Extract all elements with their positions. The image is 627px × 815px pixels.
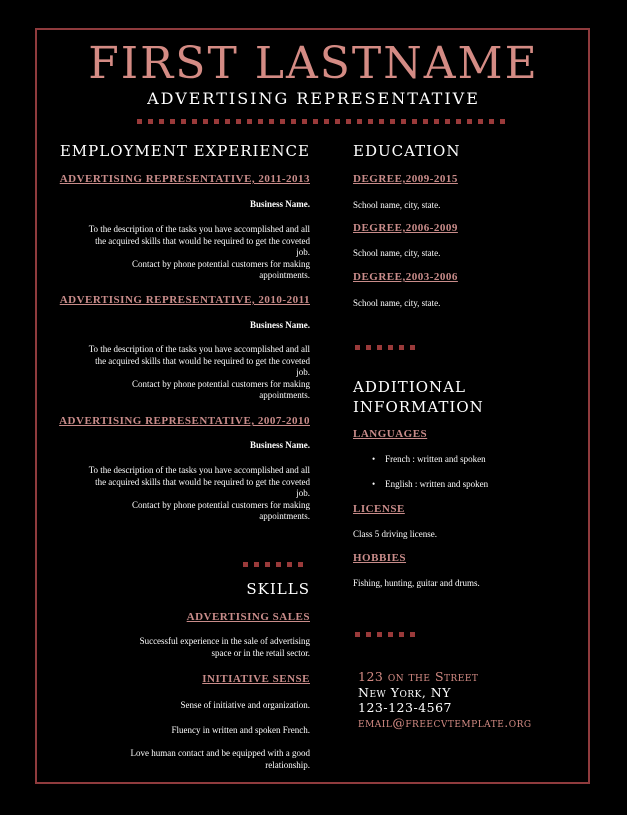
job-title: ADVERTISING REPRESENTATIVE, 2010-2011 [59, 294, 310, 306]
contact-street: 123 on the Street [358, 669, 479, 684]
degree-title: DEGREE,2006-2009 [353, 222, 458, 234]
additional-heading-line: INFORMATION [353, 398, 484, 416]
hobbies-text: Fishing, hunting, guitar and drums. [353, 578, 480, 588]
school-name: School name, city, state. [353, 248, 441, 258]
additional-heading [353, 377, 484, 417]
header-divider [137, 119, 505, 125]
language-text: French : written and spoken [385, 454, 486, 464]
skill-line: Successful experience in the sale of advertising [139, 636, 310, 646]
school-name: School name, city, state. [353, 298, 441, 308]
job-description [55, 344, 310, 402]
education-divider [355, 345, 415, 351]
desc-line: Contact by phone potential customers for making [132, 378, 310, 389]
desc-line: appointments. [259, 511, 310, 521]
job-description [55, 224, 310, 282]
skills-divider [243, 562, 303, 568]
skills-heading: SKILLS [246, 580, 310, 598]
school-name: School name, city, state. [353, 200, 441, 210]
candidate-title: ADVERTISING REPRESENTATIVE [147, 89, 480, 108]
license-title: LICENSE [353, 503, 405, 515]
additional-heading-line: ADDITIONAL [353, 378, 466, 396]
desc-line: the acquired skills that would be required to get the coveted [95, 235, 310, 246]
desc-line: job. [296, 247, 310, 257]
business-name: Business Name. [249, 199, 310, 209]
languages-title: LANGUAGES [353, 428, 428, 440]
bullet-icon: • [372, 454, 376, 464]
degree-title: DEGREE,2009-2015 [353, 173, 458, 185]
candidate-name: FIRST LASTNAME [88, 38, 539, 89]
contact-city: New York, NY [358, 685, 451, 700]
business-name: Business Name. [249, 440, 310, 450]
business-name: Business Name. [249, 320, 310, 330]
employment-heading: EMPLOYMENT EXPERIENCE [59, 142, 310, 160]
skill-line: Love human contact and be equipped with a good [130, 748, 310, 758]
desc-line: Contact by phone potential customers for making [132, 499, 310, 510]
bullet-icon: • [372, 479, 376, 489]
desc-line: To the description of the tasks you have accomplished and all [88, 224, 310, 234]
language-item [372, 454, 486, 464]
contact-phone: 123-123-4567 [358, 700, 452, 715]
language-item [372, 479, 488, 489]
skill-line: Fluency in written and spoken French. [171, 725, 310, 735]
skill-line: relationship. [265, 759, 310, 770]
skill-line: space or in the retail sector. [211, 647, 310, 658]
skill-title: INITIATIVE SENSE [202, 673, 310, 685]
desc-line: the acquired skills that would be required to get the coveted [95, 476, 310, 487]
education-heading: EDUCATION [353, 142, 461, 160]
job-title: ADVERTISING REPRESENTATIVE, 2011-2013 [59, 173, 310, 185]
contact-divider [355, 632, 415, 638]
job-title: ADVERTISING REPRESENTATIVE, 2007-2010 [59, 415, 310, 427]
desc-line: To the description of the tasks you have accomplished and all [88, 344, 310, 354]
skill-description [55, 748, 310, 771]
desc-line: To the description of the tasks you have accomplished and all [88, 465, 310, 475]
desc-line: appointments. [259, 270, 310, 280]
skill-line: Sense of initiative and organization. [180, 700, 310, 710]
contact-email[interactable]: email@freecvtemplate.org [358, 715, 532, 730]
license-text: Class 5 driving license. [353, 529, 437, 539]
skill-title: ADVERTISING SALES [186, 611, 310, 623]
skill-description [55, 636, 310, 659]
job-description [55, 465, 310, 523]
degree-title: DEGREE,2003-2006 [353, 271, 458, 283]
desc-line: appointments. [259, 390, 310, 400]
hobbies-title: HOBBIES [353, 552, 407, 564]
desc-line: Contact by phone potential customers for making [132, 258, 310, 269]
language-text: English : written and spoken [385, 479, 489, 489]
desc-line: the acquired skills that would be required to get the coveted [95, 355, 310, 366]
desc-line: job. [296, 367, 310, 377]
desc-line: job. [296, 488, 310, 498]
